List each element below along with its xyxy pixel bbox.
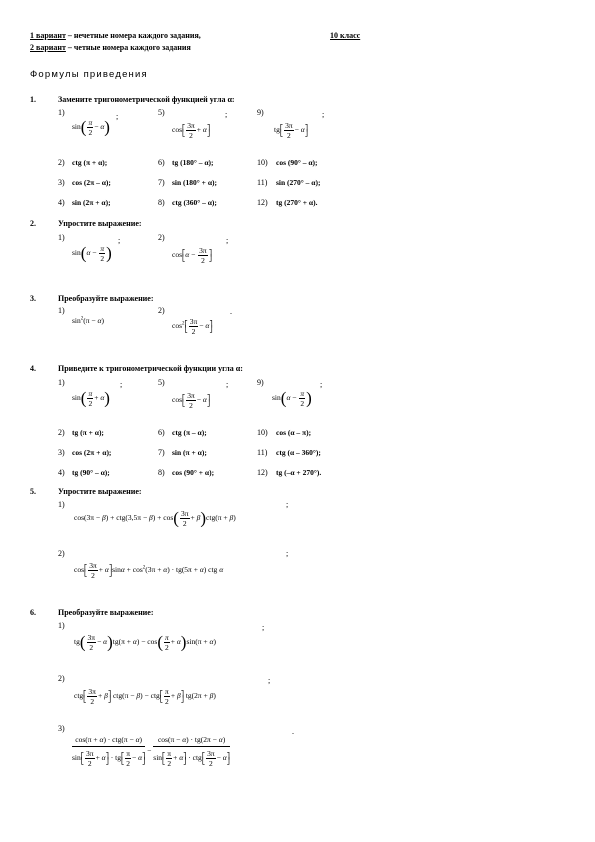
item-expression: tg (270° + α).	[276, 198, 318, 207]
item-number: 7)	[158, 448, 165, 457]
formula-cos-3pi2-minus-a: cos ⎡ ⎣ $\frac{3\pi}{2}$ − α ⎤ ⎦	[172, 391, 211, 410]
item-expression: sin (2π + α);	[72, 198, 111, 207]
item-expression: ctg (π – α);	[172, 428, 207, 437]
item-expression: cos (90° – α);	[276, 158, 318, 167]
formula-sin-a-minus-pi2: sin(α − $\frac{\pi}{2}$ )	[272, 388, 312, 408]
grade-label: 10 класс	[330, 31, 361, 40]
task-text: Замените тригонометрической функцией угла α:	[58, 95, 235, 104]
item-number: 4)	[58, 198, 65, 207]
formula-cos2-3pi2-minus-a: $\cos^2$ ⎡ ⎣ $\frac{3\pi}{2}$ − α ⎤ ⎦	[172, 317, 213, 336]
item-number: 1)	[58, 306, 65, 315]
task-number: 6.	[30, 608, 36, 617]
item-number: 5)	[158, 108, 165, 117]
task-number: 3.	[30, 294, 36, 303]
item-number: 5)	[158, 378, 165, 387]
task-text: Преобразуйте выражение:	[58, 608, 154, 617]
item-number: 1)	[58, 500, 65, 509]
item-number: 3)	[58, 448, 65, 457]
task-text: Упростите выражение:	[58, 219, 142, 228]
item-number: 2)	[58, 158, 65, 167]
formula-sin-a-minus-pi2: sin(α − $\frac{\pi}{2}$ )	[72, 243, 112, 263]
item-number: 10)	[257, 158, 268, 167]
item-expression: cos (α – π);	[276, 428, 312, 437]
formula-sin-pi2-plus-a: sin( $\frac{\pi}{2}$ + α)	[72, 388, 110, 408]
task-text: Преобразуйте выражение:	[58, 294, 154, 303]
formula-task6-2: ctg ⎡ ⎣ $\frac{3\pi}{2}$ + β ⎤ ⎦ ctg(π − β) − ctg ⎡ ⎣ $\frac{\pi}{2}$ + β ⎤ ⎦ tg(2π + β)	[74, 687, 216, 706]
item-number: 2)	[58, 428, 65, 437]
item-number: 3)	[58, 724, 65, 733]
item-number: 9)	[257, 378, 264, 387]
item-expression: tg (90° – α);	[72, 468, 110, 477]
item-number: 12)	[257, 468, 268, 477]
formula-task5-1: cos(3π − β) + ctg(3,5π − β) + cos( $\frac{3\pi}{2}$ + β)ctg(π + β)	[74, 508, 236, 528]
formula-tg-3pi2-minus-a: tg ⎡ ⎣ $\frac{3\pi}{2}$ − α ⎤ ⎦	[274, 121, 308, 140]
task-number: 1.	[30, 95, 36, 104]
item-expression: sin (π + α);	[172, 448, 207, 457]
item-number: 1)	[58, 621, 65, 630]
item-expression: tg (–α + 270°).	[276, 468, 322, 477]
item-number: 1)	[58, 378, 65, 387]
item-number: 6)	[158, 428, 165, 437]
item-number: 3)	[58, 178, 65, 187]
task-number: 5.	[30, 487, 36, 496]
item-expression: ctg (π + α);	[72, 158, 108, 167]
item-expression: cos (90° + α);	[172, 468, 215, 477]
task-number: 2.	[30, 219, 36, 228]
item-number: 7)	[158, 178, 165, 187]
formula-task5-2: cos ⎡ ⎣ $\frac{3\pi}{2}$ + α ⎤ ⎦ $\sin\alpha + \cos^2(3\pi + \alpha) \cdot tg(5\pi + \alpha)$ ctg α	[74, 561, 224, 580]
formula-sin-pi2-minus-a: sin( $\frac{\pi}{2}$ − α)	[72, 117, 110, 137]
page-title: Формулы приведения	[30, 69, 148, 80]
item-number: 1)	[58, 233, 65, 242]
item-number: 8)	[158, 198, 165, 207]
item-number: 1)	[58, 108, 65, 117]
item-expression: ctg (α – 360°);	[276, 448, 321, 457]
item-number: 4)	[58, 468, 65, 477]
item-expression: sin (270° – α);	[276, 178, 321, 187]
item-number: 2)	[58, 674, 65, 683]
item-number: 10)	[257, 428, 268, 437]
formula-task6-3: cos(π + α) · ctg(π − α) sin ⎡ ⎣ $\frac{3\pi}{2}$ + α ⎤ ⎦ · tg ⎡ ⎣ $\frac{\pi}{2}$ − α ⎤ ⎦ − cos(π − α) · tg(2π − α) sin ⎡ ⎣ $\frac{\pi}{2}$ + α ⎤ ⎦ · ctg ⎡ ⎣ $\frac{3\pi}{2}$ − α ⎤ ⎦	[72, 735, 230, 768]
variant-1-line: 1 вариант – нечетные номера каждого задания,	[30, 31, 201, 40]
item-expression: tg (180° – α);	[172, 158, 214, 167]
item-number: 2)	[58, 549, 65, 558]
item-expression: tg (π + α);	[72, 428, 104, 437]
item-number: 11)	[257, 178, 268, 187]
item-expression: sin (180° + α);	[172, 178, 217, 187]
item-expression: cos (2π – α);	[72, 178, 111, 187]
formula-sin2-pi-minus-a: $\sin^2(\pi - \alpha)$	[72, 316, 104, 325]
item-number: 9)	[257, 108, 264, 117]
item-expression: cos (2π + α);	[72, 448, 112, 457]
item-number: 2)	[158, 233, 165, 242]
formula-task6-1: tg( $\frac{3\pi}{2}$ − α)tg(π + α) − cos( $\frac{\pi}{2}$ + α)sin(π + α)	[74, 632, 216, 652]
item-number: 2)	[158, 306, 165, 315]
variant-2-line: 2 вариант – четные номера каждого задания	[30, 43, 191, 52]
task-text: Приведите к тригонометрической функции угла α:	[58, 364, 243, 373]
item-number: 11)	[257, 448, 268, 457]
item-number: 12)	[257, 198, 268, 207]
task-number: 4.	[30, 364, 36, 373]
task-text: Упростите выражение:	[58, 487, 142, 496]
formula-cos-3pi2-plus-a: cos ⎡ ⎣ $\frac{3\pi}{2}$ + α ⎤ ⎦	[172, 121, 211, 140]
formula-cos-a-minus-3pi2: cos ⎡ ⎣ α − $\frac{3\pi}{2}$ ⎤ ⎦	[172, 246, 212, 265]
item-number: 8)	[158, 468, 165, 477]
item-expression: ctg (360° – α);	[172, 198, 217, 207]
item-number: 6)	[158, 158, 165, 167]
